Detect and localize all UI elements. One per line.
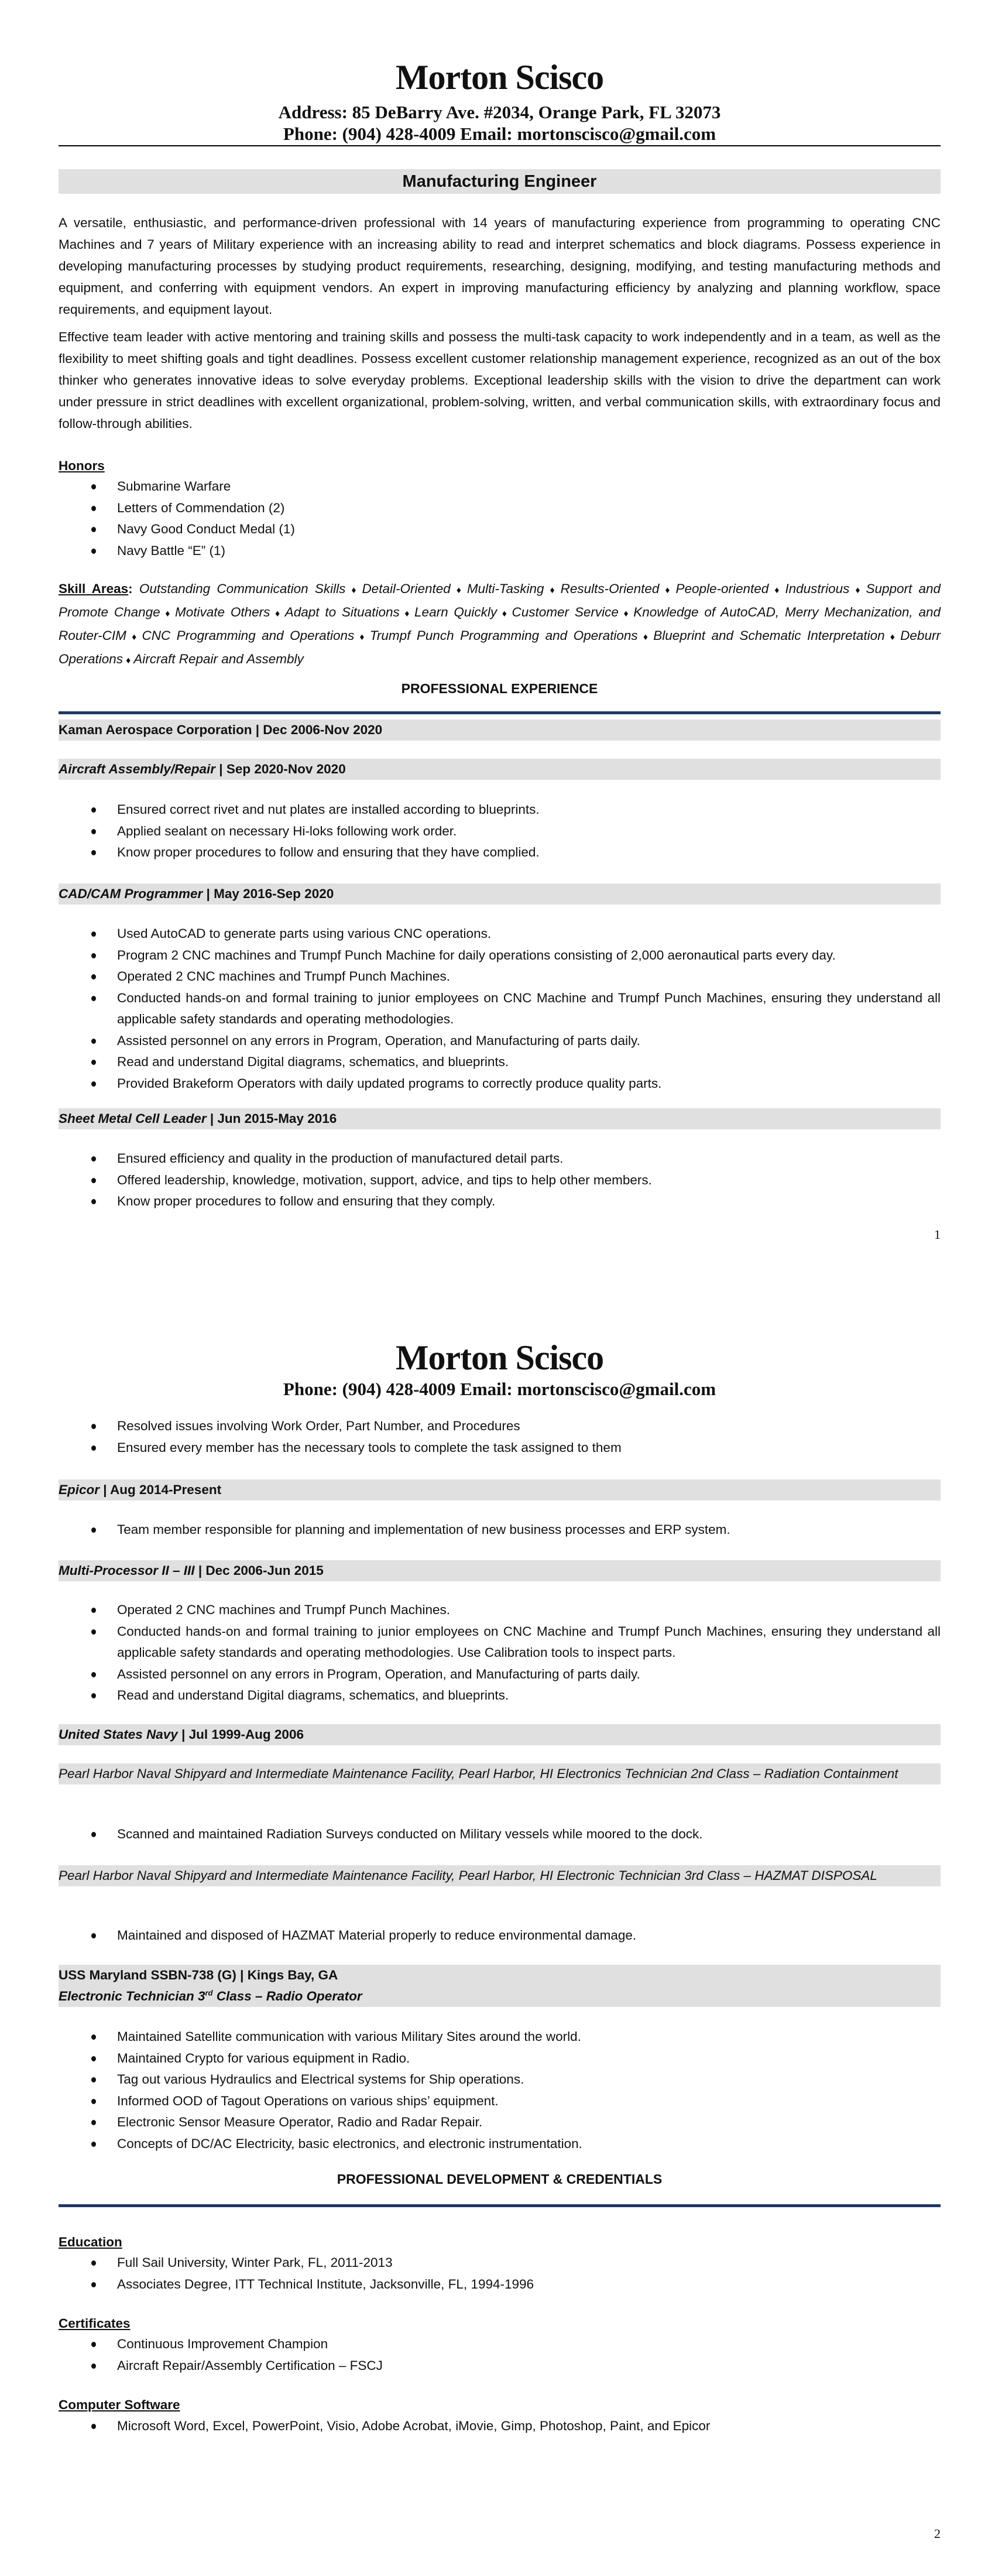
list-item: Ensured every member has the necessary tools to complete the task assigned to them <box>117 1437 941 1459</box>
role-header <box>59 883 941 905</box>
list-item: Electronic Sensor Measure Operator, Radio and Radar Repair. <box>117 2112 941 2133</box>
diamond-separator-icon: ♦ <box>887 632 898 642</box>
list-item: Concepts of DC/AC Electricity, basic electronics, and electronic instrumentation. <box>117 2133 941 2155</box>
list-item: Read and understand Digital diagrams, schematics, and blueprints. <box>117 1685 941 1707</box>
employer-header <box>59 1724 941 1745</box>
role-dates: | Jun 2015-May 2016 <box>206 1111 337 1126</box>
diamond-separator-icon: ♦ <box>547 585 558 595</box>
skill-item: Support and Promote Change <box>59 581 941 619</box>
skill-item: Knowledge of AutoCAD, Merry Mechanization, and Router-CIM <box>59 605 941 643</box>
job-title: Manufacturing Engineer <box>59 169 941 194</box>
list-item: Microsoft Word, Excel, PowerPoint, Visio, Adobe Acrobat, iMovie, Gimp, Photoshop, Paint, and Epicor <box>117 2416 941 2437</box>
list-item: Team member responsible for planning and implementation of new business processes and ERP system. <box>117 1519 941 1541</box>
role-text: Class – Radio Operator <box>212 1989 362 2003</box>
role-dates: | Sep 2020-Nov 2020 <box>215 762 346 776</box>
diamond-separator-icon: ♦ <box>163 609 172 619</box>
section-divider <box>59 2204 941 2207</box>
skill-areas: Skill Areas: Outstanding Communication Skills ♦ Detail-Oriented ♦ Multi-Tasking ♦ Results-Oriented ♦ People-oriented ♦ Industrious ♦ Support and Promote Change ♦ Motivate Others ♦ Adapt to Situations ♦ Learn Quickly ♦ Customer Service ♦ Knowledge of AutoCAD, Merry Mechanization, and Router-CIM ♦ CNC Programming and Operations ♦ Trumpf Punch Programming and Operations ♦ Blueprint and Schematic Interpretation ♦ Deburr Operations ♦ Aircraft Repair and Assembly <box>59 581 941 666</box>
list-item: Navy Good Conduct Medal (1) <box>117 519 941 540</box>
skill-item: Trumpf Punch Programming and Operations <box>369 628 638 643</box>
summary-paragraph: Effective team leader with active mentoring and training skills and possess the multi-task capacity to work independently and in a team, as well as the flexibility to meet shifting goals and tight deadlines. Possess excellent customer relationship management experience, recognized as an out of the box thinker who generates innovative ideas to solve everyday problems. Exceptional leadership skills with the vision to drive the department can work under pressure in strict deadlines with excellent organizational, problem-solving, written, and verbal communication skills, with extraordinary focus and follow-through abilities. <box>59 330 941 431</box>
list-item: Assisted personnel on any errors in Program, Operation, and Manufacturing of parts daily. <box>117 1030 941 1052</box>
role-bullets <box>59 923 941 1094</box>
role-header <box>59 1479 941 1501</box>
employer-title: United States Navy <box>59 1727 178 1742</box>
diamond-separator-icon: ♦ <box>621 609 631 619</box>
diamond-separator-icon: ♦ <box>402 609 412 619</box>
list-item: Program 2 CNC machines and Trumpf Punch Machine for daily operations consisting of 2,000 aeronautical parts every day. <box>117 945 941 967</box>
list-item: Maintained and disposed of HAZMAT Material properly to reduce environmental damage. <box>117 1925 941 1947</box>
list-item: Offered leadership, knowledge, motivation, support, advice, and tips to help other members. <box>117 1170 941 1191</box>
skill-item: CNC Programming and Operations <box>142 628 355 643</box>
list-item: Associates Degree, ITT Technical Institute, Jacksonville, FL, 1994-1996 <box>117 2274 941 2296</box>
list-item: Tag out various Hydraulics and Electrical systems for Ship operations. <box>117 2069 941 2091</box>
role-superscript: rd <box>205 1988 213 1998</box>
list-item: Maintained Satellite communication with various Military Sites around the world. <box>117 2026 941 2048</box>
role-bullets <box>59 799 941 864</box>
list-item: Conducted hands-on and formal training to junior employees on CNC Machine and Trumpf Punch Machines, ensuring they understand all applicable safety standards and operating methodologies. Use Calibration tools to inspect parts. <box>117 1621 941 1664</box>
list-item: Submarine Warfare <box>117 476 941 498</box>
skill-item: Multi-Tasking <box>466 581 544 596</box>
list-item: Applied sealant on necessary Hi-loks following work order. <box>117 821 941 842</box>
software-list <box>59 2416 941 2437</box>
skill-item: People-oriented <box>675 581 769 596</box>
post-location: USS Maryland SSBN-738 (G) | Kings Bay, GA <box>59 1968 338 1982</box>
list-item: Operated 2 CNC machines and Trumpf Punch Machines. <box>117 966 941 988</box>
role-bullets <box>59 1519 941 1541</box>
list-item: Maintained Crypto for various equipment in Radio. <box>117 2048 941 2070</box>
diamond-separator-icon: ♦ <box>357 632 367 642</box>
header-divider <box>59 145 941 146</box>
skill-item: Learn Quickly <box>414 605 498 619</box>
list-item: Informed OOD of Tagout Operations on various ships’ equipment. <box>117 2091 941 2112</box>
skill-item: Industrious <box>785 581 850 596</box>
list-item: Know proper procedures to follow and ensuring that they comply. <box>117 1191 941 1212</box>
skill-item: Blueprint and Schematic Interpretation <box>653 628 885 643</box>
list-item: Aircraft Repair/Assembly Certification – FSCJ <box>117 2355 941 2377</box>
role-title: Multi-Processor II – III <box>59 1563 195 1578</box>
candidate-name: Morton Scisco <box>395 58 604 97</box>
professional-experience-heading: PROFESSIONAL EXPERIENCE <box>401 681 598 696</box>
list-item: Scanned and maintained Radiation Surveys conducted on Military vessels while moored to the dock. <box>117 1824 941 1845</box>
list-item: Full Sail University, Winter Park, FL, 2011-2013 <box>117 2252 941 2274</box>
list-item: Continuous Improvement Champion <box>117 2334 941 2355</box>
diamond-separator-icon: ♦ <box>129 632 139 642</box>
contact-info: Phone: (904) 428-4009 Email: mortonscisco@gmail.com <box>283 1379 716 1399</box>
list-item: Ensured correct rivet and nut plates are installed according to blueprints. <box>117 799 941 821</box>
diamond-separator-icon: ♦ <box>662 585 673 595</box>
software-heading: Computer Software <box>59 2397 180 2412</box>
role-text: Electronic Technician 3 <box>59 1989 205 2003</box>
post-bullets <box>59 2026 941 2154</box>
company-header: Kaman Aerospace Corporation | Dec 2006-Nov 2020 <box>59 720 941 741</box>
credentials-heading: PROFESSIONAL DEVELOPMENT & CREDENTIALS <box>337 2171 663 2187</box>
list-item: Know proper procedures to follow and ensuring that they have complied. <box>117 842 941 864</box>
employer-dates: | Jul 1999-Aug 2006 <box>177 1727 304 1742</box>
diamond-separator-icon: ♦ <box>640 632 651 642</box>
honors-heading: Honors <box>59 458 105 473</box>
certificates-heading: Certificates <box>59 2316 131 2331</box>
role-header <box>59 759 941 780</box>
education-heading: Education <box>59 2235 122 2249</box>
page-number: 1 <box>934 1227 941 1242</box>
diamond-separator-icon: ♦ <box>771 585 783 595</box>
list-item: Operated 2 CNC machines and Trumpf Punch Machines. <box>117 1599 941 1621</box>
certificates-list <box>59 2334 941 2376</box>
role-title: Aircraft Assembly/Repair <box>59 762 216 776</box>
post-header: Pearl Harbor Naval Shipyard and Intermediate Maintenance Facility, Pearl Harbor, HI Electronic Technician 3rd Class – HAZMAT DISPOSAL <box>59 1865 941 1886</box>
list-item: Used AutoCAD to generate parts using various CNC operations. <box>117 923 941 945</box>
post-bullets <box>59 1824 941 1845</box>
address: Address: 85 DeBarry Ave. #2034, Orange Park, FL 32073 <box>278 102 721 122</box>
skill-item: Results-Oriented <box>560 581 660 596</box>
role-title: CAD/CAM Programmer <box>59 886 203 901</box>
post-header: Pearl Harbor Naval Shipyard and Intermediate Maintenance Facility, Pearl Harbor, HI Electronics Technician 2nd Class – Radiation Containment <box>59 1763 941 1784</box>
list-item: Ensured efficiency and quality in the production of manufactured detail parts. <box>117 1148 941 1170</box>
skill-areas-label: Skill Areas <box>59 581 129 596</box>
list-item: Navy Battle “E” (1) <box>117 540 941 562</box>
post-role <box>59 1986 941 2007</box>
role-title: Sheet Metal Cell Leader <box>59 1111 207 1126</box>
role-dates: | Aug 2014-Present <box>100 1482 222 1497</box>
role-bullets <box>59 1599 941 1707</box>
role-title: Epicor <box>59 1482 100 1497</box>
skill-item: Aircraft Repair and Assembly <box>133 652 304 666</box>
diamond-separator-icon: ♦ <box>453 585 464 595</box>
list-item: Provided Brakeform Operators with daily updated programs to correctly produce quality parts. <box>117 1073 941 1095</box>
role-bullets <box>59 1416 941 1458</box>
skill-item: Outstanding Communication Skills <box>139 581 346 596</box>
education-list <box>59 2252 941 2295</box>
skill-item: Detail-Oriented <box>362 581 451 596</box>
list-item: Conducted hands-on and formal training to junior employees on CNC Machine and Trumpf Punch Machines, ensuring they understand all applicable safety standards and operating methodologies. <box>117 988 941 1030</box>
list-item: Letters of Commendation (2) <box>117 498 941 519</box>
diamond-separator-icon: ♦ <box>348 585 359 595</box>
role-header <box>59 1108 941 1129</box>
skill-item: Motivate Others <box>175 605 270 619</box>
list-item: Resolved issues involving Work Order, Part Number, and Procedures <box>117 1416 941 1437</box>
section-divider <box>59 711 941 714</box>
list-item: Assisted personnel on any errors in Program, Operation, and Manufacturing of parts daily. <box>117 1664 941 1686</box>
role-dates: | Dec 2006-Jun 2015 <box>194 1563 324 1578</box>
diamond-separator-icon: ♦ <box>500 609 509 619</box>
post-bullets <box>59 1925 941 1947</box>
page-number: 2 <box>934 2526 941 2541</box>
skill-item: Deburr Operations <box>59 628 941 666</box>
skill-item: Adapt to Situations <box>284 605 400 619</box>
summary-paragraph: A versatile, enthusiastic, and performance-driven professional with 14 years of manufacturing experience from programming to operating CNC Machines and 7 years of Military experience with an increasing ability to read and interpret schematics and block diagrams. Possess experience in developing manufacturing processes by studying product requirements, researching, designing, modifying, and testing manufacturing methods and equipment, and conferring with equipment vendors. An expert in improving manufacturing efficiency by analyzing and planning workflow, space requirements, and equipment layout. <box>59 215 941 317</box>
list-item: Read and understand Digital diagrams, schematics, and blueprints. <box>117 1051 941 1073</box>
role-header <box>59 1560 941 1581</box>
diamond-separator-icon: ♦ <box>126 656 131 666</box>
honors-list <box>59 476 941 561</box>
skill-item: Customer Service <box>512 605 619 619</box>
candidate-name: Morton Scisco <box>395 1338 604 1377</box>
role-bullets <box>59 1148 941 1212</box>
diamond-separator-icon: ♦ <box>852 585 863 595</box>
post-header <box>59 1965 941 2007</box>
contact-info: Phone: (904) 428-4009 Email: mortonscisco@gmail.com <box>283 124 716 144</box>
diamond-separator-icon: ♦ <box>273 609 282 619</box>
role-dates: | May 2016-Sep 2020 <box>203 886 334 901</box>
